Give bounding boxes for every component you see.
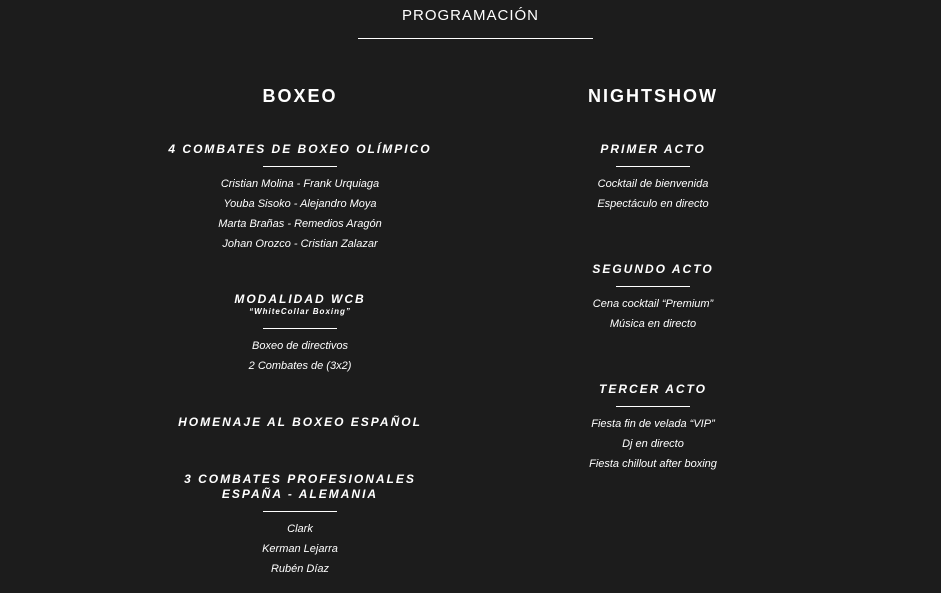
section-tercer-acto: [503, 382, 803, 474]
section-segundo-acto: [503, 262, 803, 334]
list-item: Fiesta fin de velada “VIP”: [591, 418, 715, 430]
section-subtitle: “WhiteCollar Boxing”: [249, 307, 351, 316]
list-item: Espectáculo en directo: [597, 198, 709, 210]
section-title: SEGUNDO ACTO: [592, 262, 714, 276]
section-divider: [263, 166, 337, 167]
list-item: Marta Brañas - Remedios Aragón: [218, 218, 382, 230]
section-divider: [263, 328, 337, 329]
list-item: Música en directo: [609, 318, 697, 330]
header-divider: [358, 38, 593, 39]
nightshow-title: NIGHTSHOW: [588, 86, 718, 106]
list-item: Fiesta chillout after boxing: [589, 458, 717, 470]
section-homenaje: [150, 415, 450, 430]
section-primer-acto: [503, 142, 803, 214]
section-divider: [616, 166, 690, 167]
section-title: 4 COMBATES DE BOXEO OLÍMPICO: [168, 142, 432, 156]
list-item: 2 Combates de (3x2): [248, 360, 352, 372]
list-item: Johan Orozco - Cristian Zalazar: [222, 238, 378, 250]
section-divider: [616, 406, 690, 407]
section-title-line2: ESPAÑA - ALEMANIA: [221, 487, 379, 501]
section-olympic-boxing: [150, 142, 450, 254]
list-item: Cocktail de bienvenida: [597, 178, 709, 190]
section-title: PRIMER ACTO: [600, 142, 706, 156]
section-divider: [616, 286, 690, 287]
section-pro-fights: [150, 472, 450, 579]
list-item: Youba Sisoko - Alejandro Moya: [223, 198, 377, 210]
section-divider: [263, 511, 337, 512]
list-item: Cristian Molina - Frank Urquiaga: [220, 178, 380, 190]
boxeo-title: BOXEO: [262, 86, 338, 106]
list-item: Clark: [287, 523, 313, 535]
section-wcb: [150, 292, 450, 376]
list-item: Boxeo de directivos: [252, 340, 348, 352]
section-title: HOMENAJE AL BOXEO ESPAÑOL: [178, 415, 422, 429]
list-item: Kerman Lejarra: [262, 543, 338, 555]
section-title: MODALIDAD WCB: [234, 292, 366, 306]
page-title: PROGRAMACIÓN: [401, 7, 539, 24]
list-item: Cena cocktail “Premium”: [592, 298, 714, 310]
section-title-line1: 3 COMBATES PROFESIONALES: [184, 472, 416, 486]
list-item: Dj en directo: [622, 438, 684, 450]
list-item: Rubén Díaz: [270, 563, 330, 575]
section-title: TERCER ACTO: [598, 382, 707, 396]
